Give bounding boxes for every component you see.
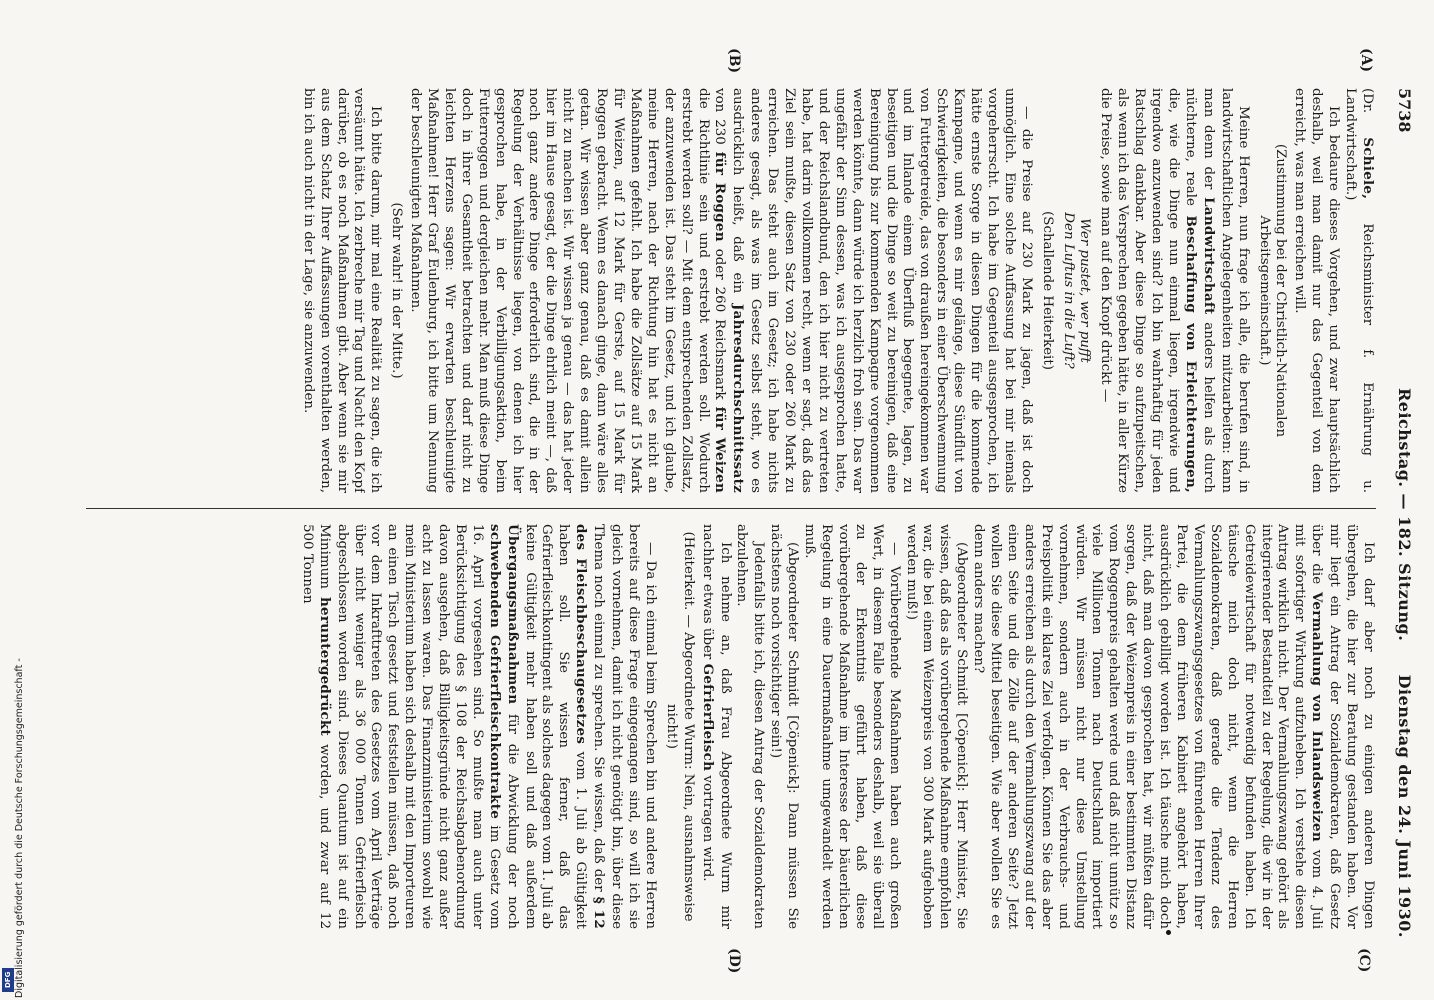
page-number: 5738	[1395, 88, 1414, 133]
paragraph: Meine Herren, nun frage ich alle, die berufen sind, in landwirtschaftlichen Angelegenheiten mitzuarbeiten: kann man denn der Landwirtschaft anders helfen als durch nüchterne, reale Beschaffung von Erleichterungen, die, wie die Dinge nun einmal liegen, irgendwie und irgendwo anzuwenden sind? Ich bin wahrhaftig für jeden Ratschlag dankbar. Aber diese Dinge so aufzupeitschen, als wenn ich das Versprechen gegeben hätte, in aller Kürze die Preise, sowie man auf den Knopf drückt —	[1098, 88, 1251, 493]
applause-note: (Zustimmung bei der Christlich-Nationalen Arbeitsgemeinschaft.)	[1256, 143, 1289, 438]
page-header	[1386, 88, 1412, 938]
newspaper-page	[12, 48, 1414, 974]
margin-mark-c: (C)	[1356, 948, 1372, 973]
speaker-role: Reichsminister f. Ernährung u. Landwirtschaft.)	[1343, 88, 1375, 493]
session-date: Dienstag den 24. Juni 1930.	[1395, 674, 1414, 938]
margin-mark-d: (D)	[726, 948, 742, 974]
margin-mark-a: (A)	[1358, 48, 1374, 73]
ink-speck	[1166, 930, 1171, 935]
margin-mark-b: (B)	[726, 48, 742, 74]
interjection: (Abgeordneter Schmidt [Cöpenick]: Herr Minister, Sie wissen, daß das als vorübergehende Maßnahme empfohlen war, die bei einem Weizenpreis von 300 Mark aufgehoben werden muß!)	[903, 524, 970, 929]
speaker-name: Schiele,	[1360, 137, 1376, 200]
paragraph: — die Preise auf 230 Mark zu jagen, daß ist doch unmöglich. Eine solche Auffassung hat bei mir niemals vorgeherrscht. Ich habe im Gegenteil ausgesprochen, ich hätte ernste Sorge in diesen Dingen für die kommende Kampagne, und wenn es mir gelänge, diese Sündflut von Schwierigkeiten, die besonders in einer Überschwemmung von Futtergetreide, das von draußen hereingekommen war und im Inlande einem Überfluß begegnete, lagen, zu beseitigen und die Dinge so weit zu bereinigen, daß eine Bereinigung bis zur kommenden Kampagne vorgenommen werden könnte, dann würde ich herzlich froh sein. Das war ungefähr der Sinn dessen, was ich ausgesprochen hatte, und der Reichslandbund, den ich hier nicht zu vertreten habe, hat darin vollkommen recht, wenn er sagt, daß das Ziel sein mußte, diesen Satz von 230 oder 260 Mark zu erreichen. Das steht auch im Gesetz; ich habe nichts anderes gesagt, als was im Gesetz selbst steht, wo es ausdrücklich heißt, daß ein Jahresdurchschnittssatz von 230 für Roggen oder 260 Reichsmark für Weizen die Richtlinie sein und erstrebt werden soll. Wodurch erstrebt werden soll? — Mit dem entsprechenden Zollsatz, der anzuwenden ist. Das steht im Gesetz, und ich glaube, meine Herren, nach der Richtung hin hat es nicht an Maßnahmen gefehlt. Ich habe die Zollsätze auf 15 Mark für Weizen, auf 12 Mark für Gerste, auf 15 Mark für Roggen gebracht. Wenn es danach ginge, dann wäre alles getan. Wir wissen aber ganz genau, daß es damit allein nicht zu machen ist. Wir wissen ja genau — das hat jeder hier im Hause gesagt, der die Dinge ehrlich meint —, daß noch ganz andere Dinge erforderlich sind, die in der Regelung der Verhältnisse liegen, von denen ich hier gesprochen habe, in der Verbilligungsaktion, beim Futterroggen und dergleichen mehr. Man muß diese Dinge doch in ihrer Gesamtheit betrachten und darf nicht zu leichten Herzens sagen: Wir erwarten beschleunigte Maßnahmen! Herr Graf Eulenburg, ich bitte um Nennung der beschleunigten Maßnahmen.	[408, 88, 1034, 493]
applause-note: (Sehr wahr! in der Mitte.)	[389, 202, 405, 379]
speaker-prefix: (Dr.	[1360, 88, 1375, 114]
column-divider	[86, 508, 1376, 509]
paragraph: — Vorübergehende Maßnahmen haben auch großen Wert, in diesem Falle besonders deshalb, weil sie überall zu der Erkenntnis geführt haben, daß diese vorübergehende Maßnahme im Interesse der bäuerlichen Regelung in eine Dauermaßnahme umgewandelt werden muß.	[802, 524, 902, 929]
interjection-verse-2: Den Luftus in die Luft?	[1060, 212, 1076, 369]
interjection-verse-1: Wer pustet, wer pufft	[1077, 218, 1093, 363]
paragraph: Ich bedaure dieses Vorgehen, und zwar hauptsächlich deshalb, weil man damit nur das Gegenteil von dem erreicht, was man erreichen will.	[1292, 88, 1342, 493]
interjection: (Heiterkeit. — Abgeordnete Wurm: Nein, ausnahmsweise nicht!)	[663, 531, 696, 922]
dfg-logo: DFG	[2, 968, 14, 992]
paragraph: Ich darf aber noch zu einigen anderen Dingen übergehen, die hier zur Beratung gestanden haben. Vor mir liegt ein Antrag der Sozialdemokraten, daß Gesetz über die Vermahlung von Inlandsweizen vom 4. Juli mit sofortiger Wirkung aufzuheben. Ich verstehe diesen Antrag wirklich nicht. Der Vermahlungszwang gehört als integrierender Bestandteil zu der Regelung, die wir in der Getreidewirtschaft für notwendig befunden haben. Ich täusche mich doch nicht, wenn die Herren Sozialdemokraten, daß gerade die Tendenz des Vermahlungszwangsgesetzes von führenden Herren Ihrer Partei, die dem früheren Kabinett angehört haben, ausdrücklich gebilligt worden ist. Ich täusche mich doch nicht, daß man davon gesprochen hat, wir müßten dafür sorgen, daß der Weizenpreis in einer bestimmten Distanz vom Roggenpreis gehalten werde und daß nicht unnütz so viele Millionen Tonnen nach Deutschland importiert würden. Wir müssen nicht nur diese Umstellung vornehmen, sondern auch in der Verbrauchs- und Preispolitik ein klares Ziel verfolgen. Können Sie das aber anders erreichen als durch den Vermahlungszwang auf der einen Seite und die Zölle auf der anderen Seite? Jetzt wollen Sie diese Mittel beseitigen. Wie aber wollen Sie es denn anders machen?	[971, 524, 1376, 929]
digitization-credit: Digitalisierung gefördert durch die Deutsche Forschungsgemeinschaft -	[14, 658, 25, 998]
interjection: (Abgeordneter Schmidt [Cöpenick]: Dann müssen Sie nächstens noch vorsichtiger sein!)	[768, 524, 801, 929]
paragraph: Ich nehme an, daß Frau Abgeordnete Wurm mir nachher etwas über Gefrierfleisch vortragen wird.	[699, 524, 733, 929]
laughter-note: (Schallende Heiterkeit)	[1039, 211, 1055, 370]
paragraph: — Da ich einmal beim Sprechen bin und andere Herren bereits auf diese Frage eingegangen sind, so will ich sie gleich vornehmen, damit ich nicht genötigt bin, über diese Thema noch einmal zu sprechen. Sie wissen, daß der § 12 des Fleischbeschaugesetzes vom 1. Juli ab Gültigkeit haben soll. Sie wissen ferner, daß das Gefrierfleischkontingent als solches dagegen vom 1. Juli ab keine Gültigkeit mehr haben soll und daß außerdem Übergangsmaßnahmen für die Abwicklung der noch schwebenden Gefrierfleischkontrakte im Gesetz vom 16. April vorgesehen sind. So mußte man auch unter Berücksichtigung des § 108 der Reichsabgabenordnung davon ausgehen, daß Billigkeitsgründe nicht ganz außer acht zu lassen waren. Das Finanzministerium sowohl wie mein Ministerium haben sich deshalb mit den Importeuren an einen Tisch gesetzt und feststellen müssen, daß noch vor dem Inkrafttreten des Gesetzes vom April Verträge über nicht weniger als 36 000 Tonnen Gefrierfleisch abgeschlossen worden sind. Dieses Quantum ist auf ein Minimum heruntergedrückt worden, und zwar auf 12 500 Tonnen	[299, 524, 658, 929]
right-column	[66, 524, 1376, 929]
left-column	[66, 88, 1376, 493]
speaker-line	[1341, 88, 1376, 493]
paragraph: Ich bitte darum, mir mal eine Realität zu sagen, die ich versäumt hätte. Ich zerbreche mir Tag und Nacht den Kopf darüber, ob es noch Maßnahmen gibt. Aber wenn sie mir aus dem Schatz Ihrer Auffassungen vorenthalten werden, bin ich auch nicht in der Lage, sie anzuwenden.	[300, 88, 384, 493]
running-title: Reichstag. — 182. Sitzung.	[1395, 388, 1414, 642]
paragraph: Jedenfalls bitte ich, diesen Antrag der Sozialdemokraten abzulehnen.	[734, 524, 767, 929]
